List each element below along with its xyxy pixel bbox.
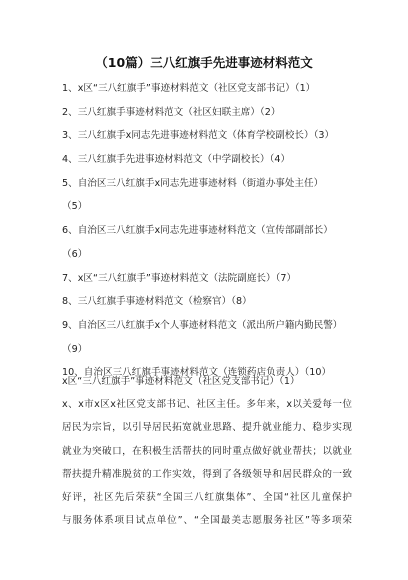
paragraph-line: 居民为宗旨，以引导居民拓宽就业思路、提升就业能力、稳步实现	[62, 422, 352, 434]
document-title: （10篇）三八红旗手先进事迹材料范文	[95, 55, 313, 70]
article-body	[62, 370, 352, 532]
paragraph-line: 与服务体系项目试点单位”、“全国最美志愿服务社区”等多项荣	[62, 515, 352, 527]
toc-line: 10、自治区三八红旗手事迹材料范文（连锁药店负责人）（10）	[62, 367, 332, 379]
toc-line: 5、自治区三八红旗手x同志先进事迹材料（街道办事处主任）	[62, 177, 324, 189]
section-heading: x区“三八红旗手”事迹材料范文（社区党支部书记）（1）	[62, 376, 300, 387]
toc-line: 8、三八红旗手事迹材料范文（检察官）（8）	[62, 296, 252, 308]
toc-line: 4、三八红旗手先进事迹材料范文（中学副校长）（4）	[62, 154, 291, 166]
toc-line: （9）	[62, 343, 88, 355]
paragraph-line: 就业为突破口，在积极生活帮扶的同时重点做好就业帮扶；以就业	[62, 445, 352, 457]
toc-line: （5）	[62, 201, 88, 213]
toc-line: 7、x区“三八红旗手”事迹材料范文（法院副庭长）（7）	[62, 272, 297, 284]
paragraph-line: 帮扶提升精准脱贫的工作实效，得到了各级领导和居民群众的一致	[62, 468, 352, 480]
toc-line: 6、自治区三八红旗手x同志先进事迹材料范文（宣传部副部长）	[62, 225, 333, 237]
table-of-contents	[62, 77, 362, 385]
paragraph-line: x、x市x区x社区党支部书记、社区主任。多年来，x以关爱每一位	[62, 399, 352, 411]
toc-line: 9、自治区三八红旗手x个人事迹材料范文（派出所户籍内勤民警）	[62, 319, 343, 331]
toc-line: 3、三八红旗手x同志先进事迹材料范文（体育学校副校长）（3）	[62, 130, 335, 142]
toc-line: 2、三八红旗手事迹材料范文（社区妇联主席）（2）	[62, 106, 281, 118]
toc-line: 1、x区“三八红旗手”事迹材料范文（社区党支部书记）（1）	[62, 83, 316, 94]
toc-line: （6）	[62, 248, 88, 260]
paragraph-line: 好评，社区先后荣获“全国三八红旗集体”、全国“社区儿童保护	[62, 491, 352, 503]
